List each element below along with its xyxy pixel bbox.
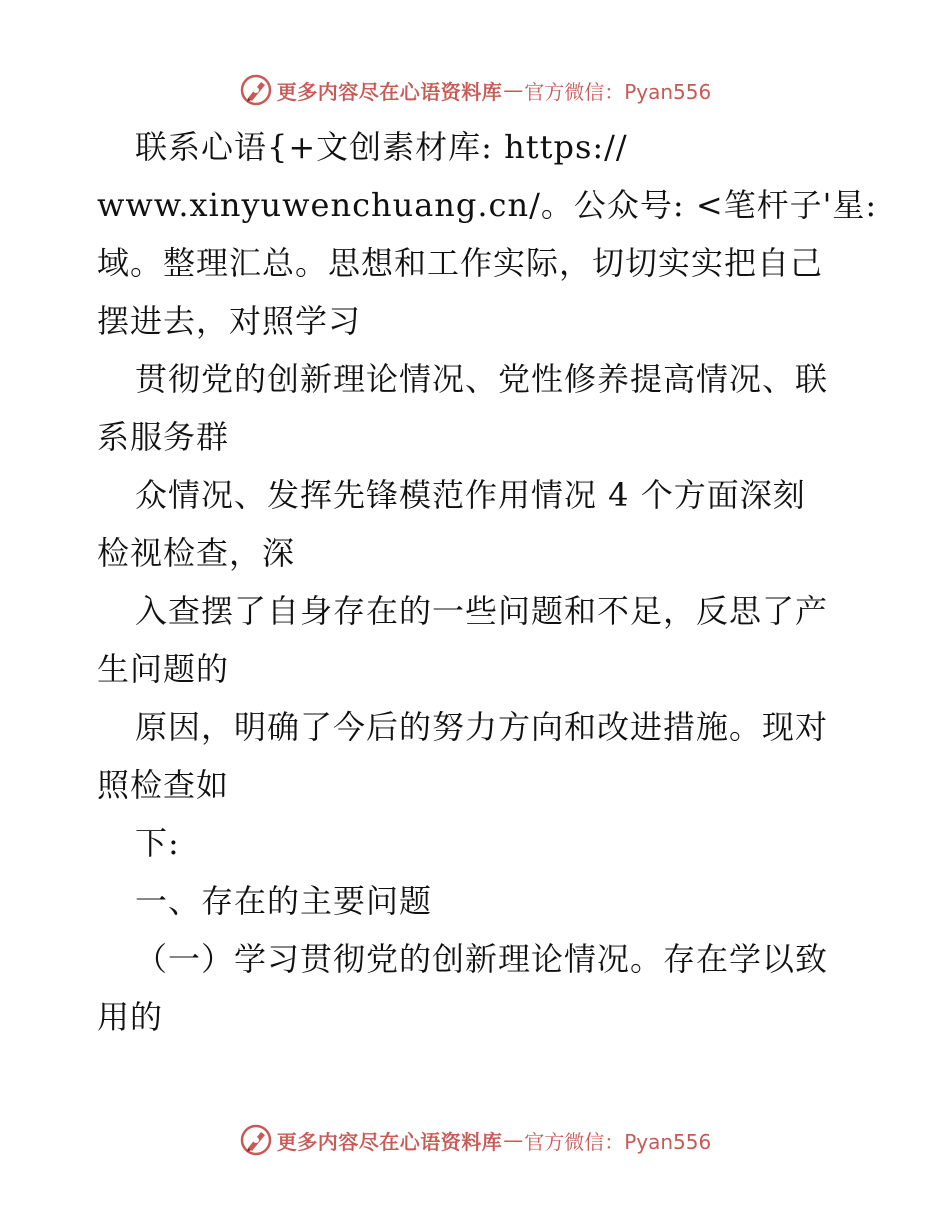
body-line: 入查摆了自身存在的一些问题和不足，反思了产 <box>135 592 829 630</box>
body-line: 众情况、发挥先锋模范作用情况 4 个方面深刻 <box>135 476 806 514</box>
body-line: 系服务群 <box>97 418 230 456</box>
banner-dash: — <box>503 1128 524 1152</box>
body-line: 联系心语{+文创素材库: https:// <box>135 128 628 166</box>
banner-wechat-text: 官方微信：Pyan556 <box>524 1129 712 1154</box>
pen-logo-icon <box>239 1123 273 1157</box>
header-watermark-banner <box>0 70 950 110</box>
document-body <box>97 118 878 1046</box>
section-heading: 一、存在的主要问题 <box>135 882 433 920</box>
body-line: 贯彻党的创新理论情况、党性修养提高情况、联 <box>135 360 829 398</box>
body-line: 检视检查，深 <box>97 534 296 572</box>
banner-main-text: 更多内容尽在心语资料库 <box>276 79 503 104</box>
banner-main-text: 更多内容尽在心语资料库 <box>276 1129 503 1154</box>
pen-logo-icon <box>239 73 273 107</box>
body-line: 生问题的 <box>97 650 230 688</box>
body-line: 用的 <box>97 998 164 1036</box>
body-line: www.xinyuwenchuang.cn/。公众号: <笔杆子'星: <box>97 186 878 224</box>
banner-wechat-text: 官方微信：Pyan556 <box>524 79 712 104</box>
body-line: 原因，明确了今后的努力方向和改进措施。现对 <box>135 708 829 746</box>
banner-dash: — <box>503 78 524 102</box>
body-line: 摆进去，对照学习 <box>97 302 362 340</box>
body-line: 下: <box>135 824 180 862</box>
footer-watermark-banner <box>0 1120 950 1160</box>
body-line: 照检查如 <box>97 766 230 804</box>
subsection-heading: （一）学习贯彻党的创新理论情况。存在学以致 <box>135 940 829 978</box>
body-line: 域。整理汇总。思想和工作实际，切切实实把自己 <box>97 244 824 282</box>
